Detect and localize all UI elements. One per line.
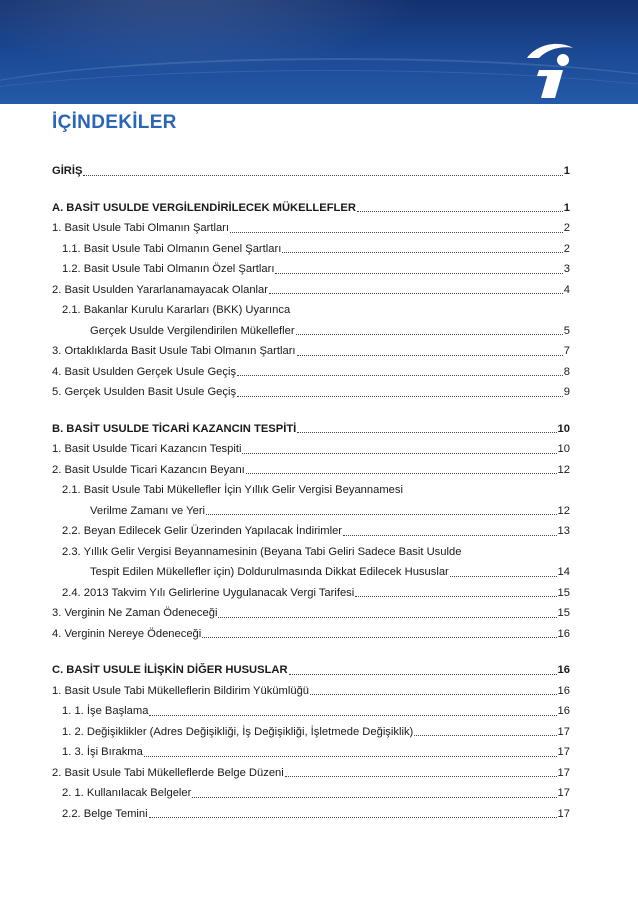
toc-leader-dots bbox=[414, 734, 556, 736]
toc-entry[interactable] bbox=[52, 624, 570, 645]
toc-page-number: 5 bbox=[563, 324, 570, 337]
toc-leader-dots bbox=[275, 272, 562, 274]
toc-page-number: 17 bbox=[557, 746, 570, 758]
toc-section-heading[interactable] bbox=[52, 198, 570, 219]
table-of-contents bbox=[52, 148, 570, 824]
gib-logo-icon bbox=[519, 38, 577, 100]
toc-entry-label: A. BASİT USULDE VERGİLENDİRİLECEK MÜKELLEFLER bbox=[52, 201, 356, 214]
toc-leader-dots bbox=[450, 575, 557, 577]
toc-page-number: 17 bbox=[557, 725, 570, 738]
toc-entry-label: 5. Gerçek Usulden Basit Usule Geçiş bbox=[52, 386, 237, 398]
toc-page-number: 17 bbox=[557, 766, 570, 779]
toc-entry[interactable] bbox=[52, 218, 570, 239]
toc-entry[interactable] bbox=[52, 259, 570, 280]
toc-entry[interactable] bbox=[52, 501, 570, 522]
toc-entry-label: 3. Ortaklıklarda Basit Usule Tabi Olmanın Şartları bbox=[52, 345, 296, 357]
toc-entry[interactable] bbox=[52, 382, 570, 403]
toc-entry-label: 2. Basit Usule Tabi Mükelleflerde Belge Düzeni bbox=[52, 766, 284, 779]
toc-entry-label: 1. 3. İşi Bırakma bbox=[62, 746, 143, 758]
toc-entry-label: 4. Verginin Nereye Ödeneceği bbox=[52, 627, 202, 640]
toc-entry-label: 2.2. Beyan Edilecek Gelir Üzerinden Yapılacak İndirimler bbox=[62, 525, 343, 537]
toc-entry[interactable] bbox=[52, 562, 570, 583]
toc-page-number: 16 bbox=[557, 684, 570, 697]
toc-leader-dots bbox=[310, 693, 557, 695]
toc-entry[interactable] bbox=[52, 239, 570, 260]
toc-entry-label: 2.4. 2013 Takvim Yılı Gelirlerine Uygulanacak Vergi Tarifesi bbox=[62, 586, 355, 599]
toc-entry-label: 2. Basit Usulde Ticari Kazancın Beyanı bbox=[52, 463, 245, 476]
toc-page-number: 12 bbox=[557, 504, 570, 517]
toc-entry-label: 1. Basit Usulde Ticari Kazancın Tespiti bbox=[52, 443, 242, 455]
toc-page-number: 16 bbox=[557, 627, 570, 640]
toc-page-number: 2 bbox=[563, 222, 570, 234]
toc-leader-dots bbox=[297, 354, 563, 356]
toc-page-number: 16 bbox=[557, 664, 570, 676]
toc-leader-dots bbox=[343, 534, 557, 536]
toc-page-number: 2 bbox=[563, 242, 570, 255]
toc-entry-label: 4. Basit Usulden Gerçek Usule Geçiş bbox=[52, 365, 237, 378]
toc-page-number: 17 bbox=[557, 787, 570, 799]
toc-leader-dots bbox=[83, 174, 562, 176]
toc-page-number: 14 bbox=[557, 566, 570, 578]
toc-leader-dots bbox=[202, 636, 556, 638]
toc-page-number: 16 bbox=[557, 705, 570, 717]
toc-entry[interactable] bbox=[52, 460, 570, 481]
toc-entry-label: 2. Basit Usulden Yararlanamayacak Olanlar bbox=[52, 283, 268, 296]
toc-page-number: 13 bbox=[557, 525, 570, 537]
toc-entry[interactable] bbox=[52, 542, 570, 563]
toc-entry-label: 3. Verginin Ne Zaman Ödeneceği bbox=[52, 607, 218, 619]
toc-leader-dots bbox=[230, 231, 563, 233]
toc-page-number: 8 bbox=[563, 365, 570, 378]
toc-page-number: 10 bbox=[557, 422, 570, 435]
toc-section-heading[interactable] bbox=[52, 660, 570, 681]
toc-entry-label: Gerçek Usulde Vergilendirilen Mükellefler bbox=[90, 324, 295, 337]
toc-section-heading[interactable] bbox=[52, 419, 570, 440]
toc-page-number: 7 bbox=[563, 345, 570, 357]
toc-entry[interactable] bbox=[52, 722, 570, 743]
toc-page-number: 15 bbox=[557, 607, 570, 619]
toc-entry[interactable] bbox=[52, 362, 570, 383]
toc-leader-dots bbox=[192, 796, 556, 798]
toc-leader-dots bbox=[269, 292, 563, 294]
toc-leader-dots bbox=[206, 513, 557, 515]
toc-leader-dots bbox=[218, 616, 556, 618]
toc-entry-label: 2.1. Bakanlar Kurulu Kararları (BKK) Uyarınca bbox=[62, 304, 291, 316]
toc-leader-dots bbox=[237, 374, 563, 376]
toc-entry[interactable] bbox=[52, 701, 570, 722]
toc-entry[interactable] bbox=[52, 583, 570, 604]
toc-leader-dots bbox=[285, 775, 557, 777]
toc-page-number: 3 bbox=[563, 263, 570, 275]
toc-entry[interactable] bbox=[52, 681, 570, 702]
toc-page-number: 9 bbox=[563, 386, 570, 398]
toc-page-number: 17 bbox=[557, 807, 570, 820]
toc-entry-label: 2.3. Yıllık Gelir Vergisi Beyannamesinin (Beyana Tabi Geliri Sadece Basit Usulde bbox=[62, 545, 462, 558]
toc-entry-label: 1. Basit Usule Tabi Mükelleflerin Bildirim Yükümlüğü bbox=[52, 684, 310, 697]
toc-entry[interactable] bbox=[52, 280, 570, 301]
toc-entry[interactable] bbox=[52, 321, 570, 342]
toc-entry-label: 1. 1. İşe Başlama bbox=[62, 705, 149, 717]
toc-entry-label: C. BASİT USULE İLİŞKİN DİĞER HUSUSLAR bbox=[52, 664, 288, 676]
toc-entry[interactable] bbox=[52, 763, 570, 784]
toc-entry[interactable] bbox=[52, 603, 570, 624]
toc-entry-label: 1.1. Basit Usule Tabi Olmanın Genel Şartları bbox=[62, 242, 282, 255]
toc-entry[interactable] bbox=[52, 439, 570, 460]
toc-entry-label: B. BASİT USULDE TİCARİ KAZANCIN TESPİTİ bbox=[52, 422, 297, 435]
toc-page-number: 1 bbox=[563, 201, 570, 214]
toc-entry[interactable] bbox=[52, 804, 570, 825]
toc-leader-dots bbox=[149, 816, 557, 818]
toc-leader-dots bbox=[355, 595, 556, 597]
toc-entry-label: Verilme Zamanı ve Yeri bbox=[90, 504, 206, 517]
toc-leader-dots bbox=[282, 251, 562, 253]
toc-leader-dots bbox=[357, 210, 563, 212]
toc-entry-label: 1. Basit Usule Tabi Olmanın Şartları bbox=[52, 222, 230, 234]
toc-entry[interactable] bbox=[52, 521, 570, 542]
toc-page-number: 4 bbox=[563, 283, 570, 296]
toc-entry-label: 1. 2. Değişiklikler (Adres Değişikliği, İş Değişikliği, İşletmede Değişiklik) bbox=[62, 725, 414, 738]
toc-page-number: 10 bbox=[557, 443, 570, 455]
toc-leader-dots bbox=[296, 333, 563, 335]
toc-page-number: 1 bbox=[563, 165, 570, 177]
header-banner bbox=[0, 0, 638, 104]
toc-leader-dots bbox=[289, 673, 557, 675]
toc-leader-dots bbox=[297, 431, 556, 433]
toc-entry-label: 2. 1. Kullanılacak Belgeler bbox=[62, 787, 192, 799]
toc-page-number: 12 bbox=[557, 463, 570, 476]
toc-page-number: 15 bbox=[557, 586, 570, 599]
toc-entry[interactable] bbox=[52, 480, 570, 501]
toc-leader-dots bbox=[237, 395, 563, 397]
toc-leader-dots bbox=[144, 755, 557, 757]
toc-entry-label: Tespit Edilen Mükellefler için) Doldurulmasında Dikkat Edilecek Hususlar bbox=[90, 566, 449, 578]
toc-entry-label: 1.2. Basit Usule Tabi Olmanın Özel Şartları bbox=[62, 263, 275, 275]
toc-entry[interactable] bbox=[52, 742, 570, 763]
toc-entry-label: 2.1. Basit Usule Tabi Mükellefler İçin Yıllık Gelir Vergisi Beyannamesi bbox=[62, 484, 403, 496]
toc-entry-label: GİRİŞ bbox=[52, 165, 83, 177]
toc-entry[interactable] bbox=[52, 300, 570, 321]
toc-leader-dots bbox=[246, 472, 557, 474]
toc-entry[interactable] bbox=[52, 341, 570, 362]
toc-entry-label: 2.2. Belge Temini bbox=[62, 807, 148, 820]
toc-leader-dots bbox=[149, 714, 556, 716]
toc-section-heading[interactable] bbox=[52, 161, 570, 182]
toc-entry[interactable] bbox=[52, 783, 570, 804]
page-title: İÇİNDEKİLER bbox=[52, 112, 177, 133]
toc-leader-dots bbox=[242, 452, 556, 454]
